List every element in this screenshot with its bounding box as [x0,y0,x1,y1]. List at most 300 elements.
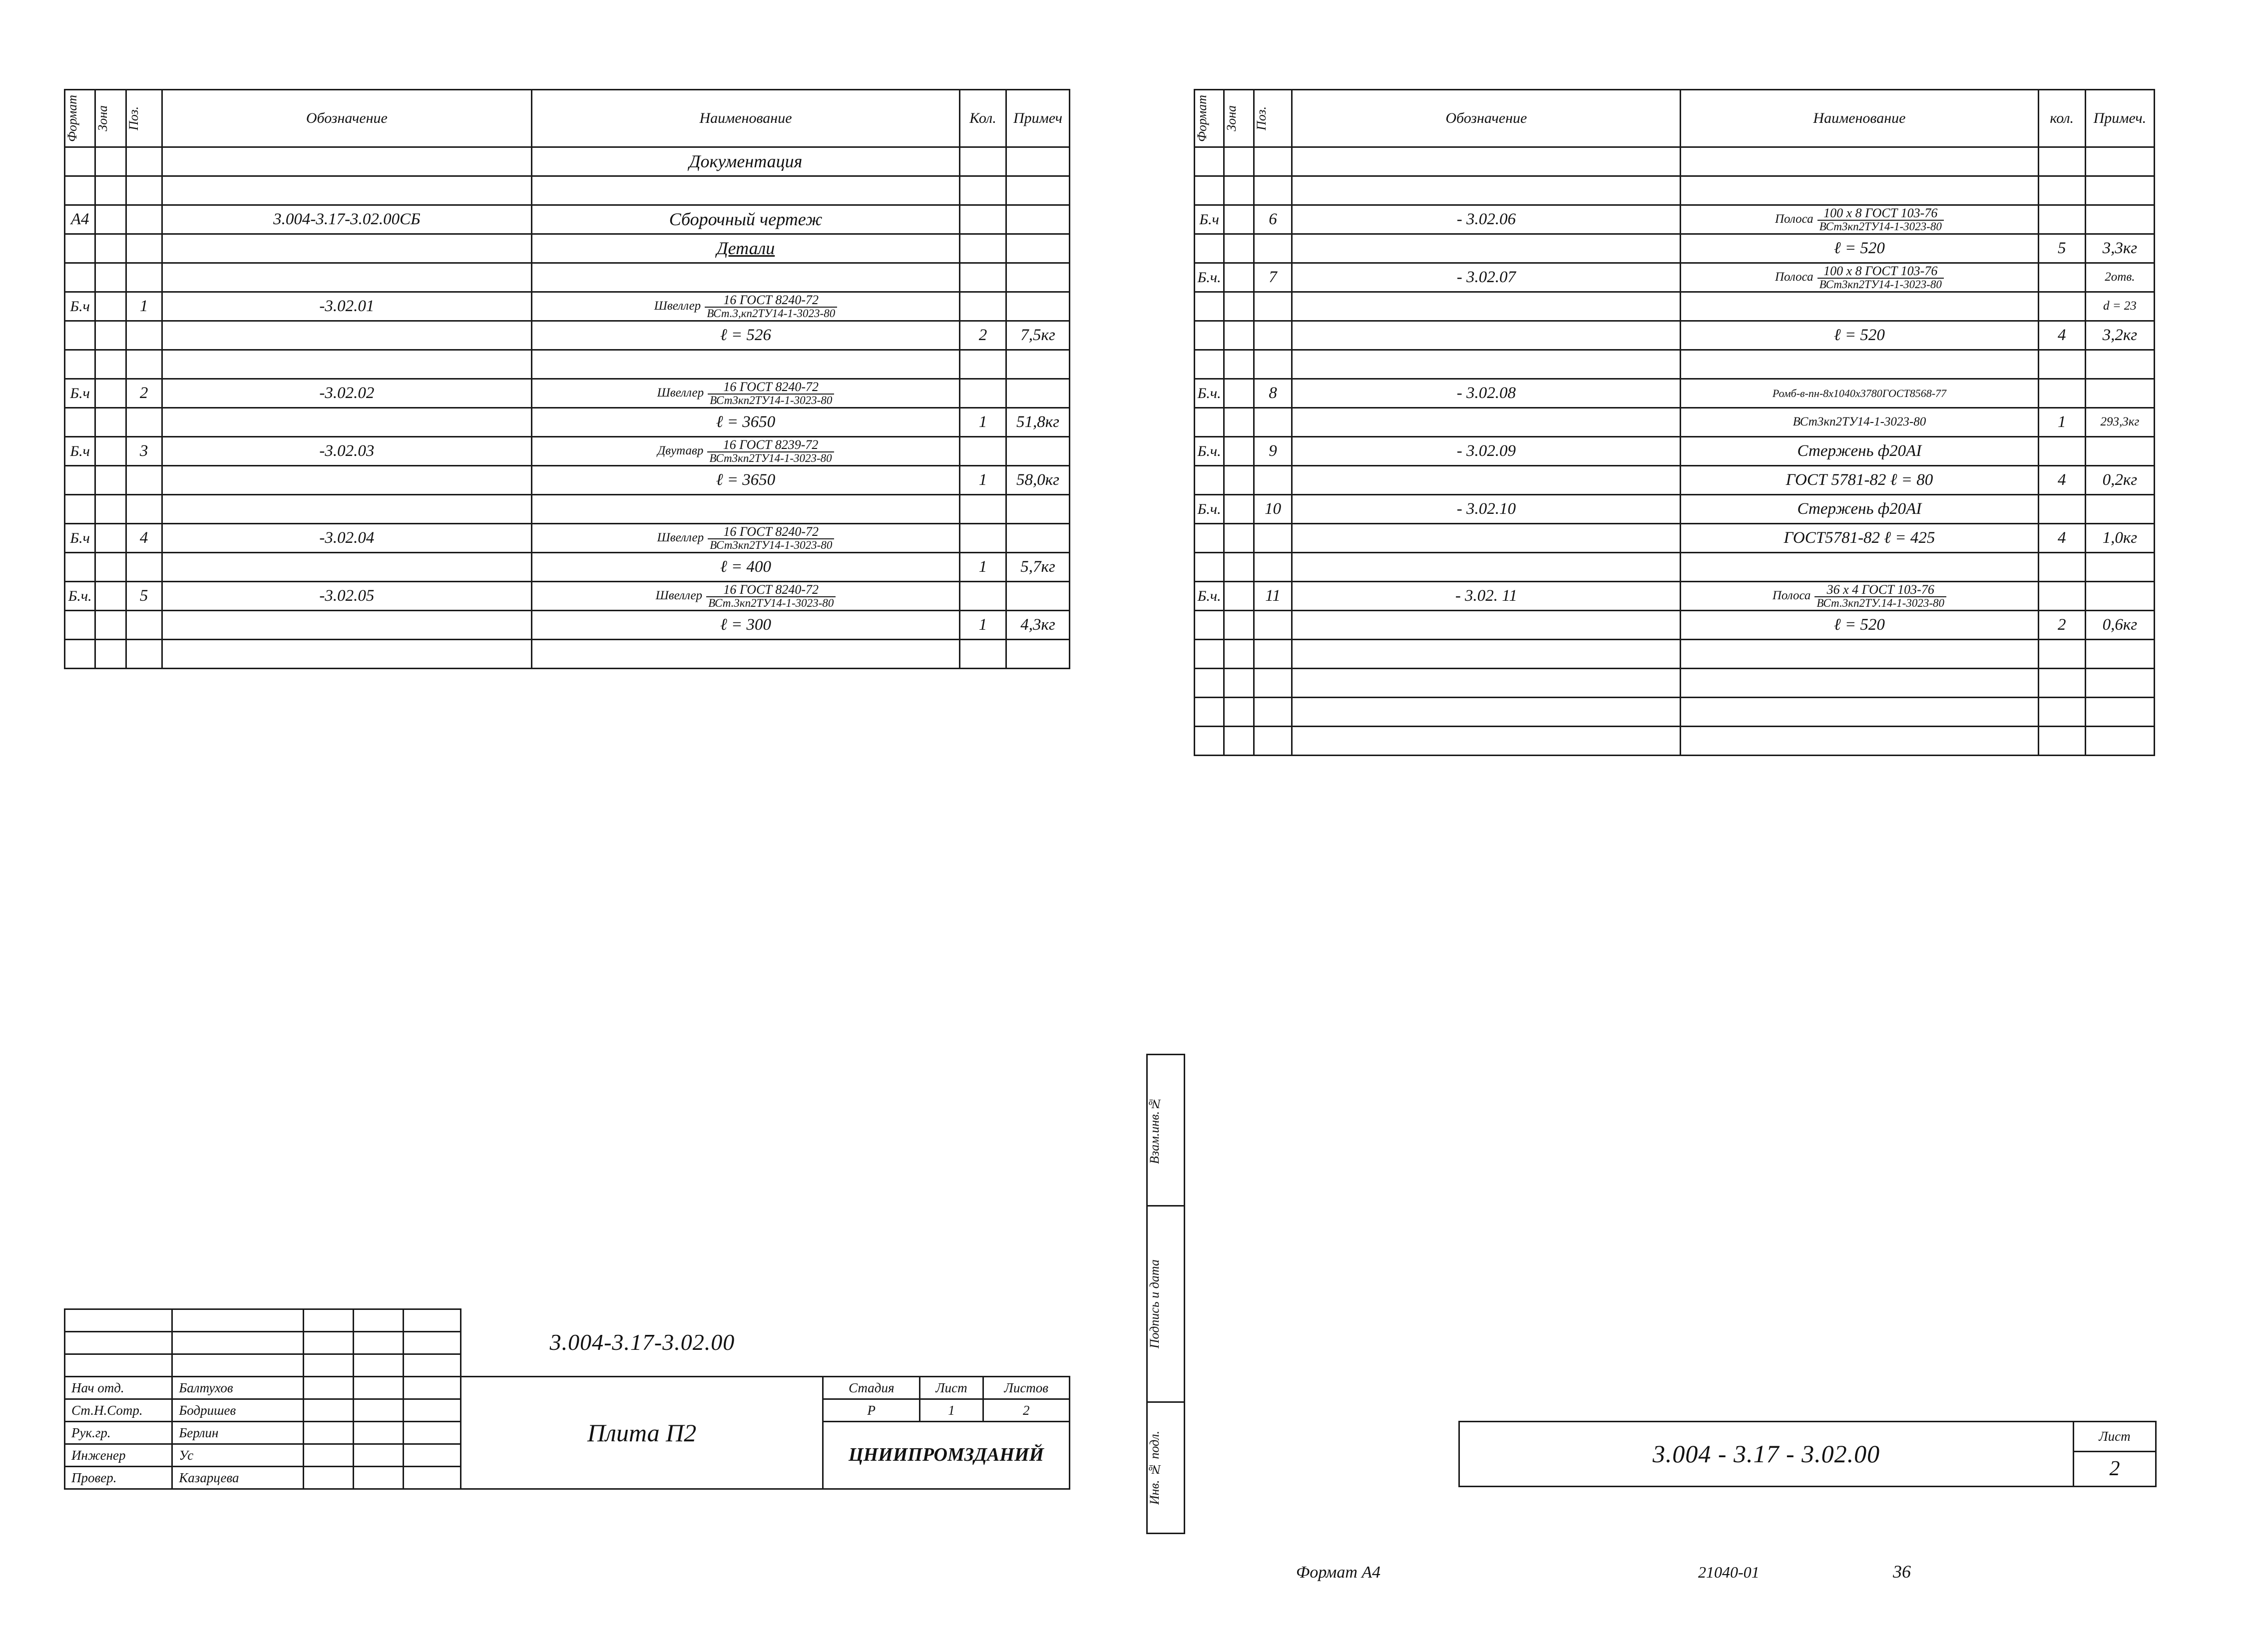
cell-format [65,321,95,350]
cell-note [2085,437,2154,466]
cell-pos: 9 [1254,437,1292,466]
drawing-code-note: 21040-01 [1698,1563,1760,1581]
cell-qty [2038,379,2085,408]
cell-name [1681,205,2038,234]
cell-designation [162,640,531,669]
cell-pos: 5 [126,582,162,611]
tb-blank [983,1309,1069,1377]
cell-zone [1224,727,1254,756]
cell-zone [95,437,126,466]
cell-zone [95,408,126,437]
cell-designation [1292,321,1681,350]
cell-format [1195,553,1224,582]
tb-name: Бодришев [172,1399,304,1422]
tb-name: Берлин [172,1422,304,1444]
table-row [65,234,1070,263]
cell-zone [1224,611,1254,640]
cell-qty [959,176,1006,205]
cell-pos [1254,524,1292,553]
cell-qty [2038,176,2085,205]
cell-note: 4,3кг [1006,611,1070,640]
cell-format: Б.ч. [1195,437,1224,466]
tb-code-area [461,1309,823,1377]
cell-format [65,350,95,379]
right-specification-table [1194,89,2155,756]
tb-blank [304,1377,354,1399]
cell-note [2085,669,2154,698]
cell-designation [162,553,531,582]
right-tb-code: 3.004 - 3.17 - 3.02.00 [1459,1422,2074,1487]
cell-zone [1224,640,1254,669]
tb-blank [353,1309,403,1332]
material-label: Швеллер [657,386,704,400]
cell-format [65,263,95,292]
tb-blank [920,1309,983,1377]
tb-stage-label: Стадия [823,1377,920,1399]
table-row [1195,263,2155,292]
cell-qty: 1 [959,553,1006,582]
tb-blank [172,1309,304,1332]
cell-note [2085,350,2154,379]
material-spec: $\frac{\text{100 x 8 ГОСТ 103-76}}{\text{ВСт3кп2ТУ14-1-3023-80}}$ [1817,265,1944,290]
cell-note [1006,495,1070,524]
cell-note: 1,0кг [2085,524,2154,553]
cell-name: Стержень ф20АI [1681,437,2038,466]
tb-name: Ус [172,1444,304,1467]
cell-qty [959,205,1006,234]
cell-zone [95,524,126,553]
cell-qty: 4 [2038,466,2085,495]
cell-zone [1224,176,1254,205]
cell-designation [1292,292,1681,321]
cell-zone [1224,466,1254,495]
cell-pos [1254,292,1292,321]
material-spec: $\frac{\text{100 x 8 ГОСТ 103-76}}{\text{ВСт3кп2ТУ14-1-3023-80}}$ [1817,207,1944,232]
cell-designation [1292,524,1681,553]
tb-blank [353,1399,403,1422]
cell-zone [1224,408,1254,437]
cell-note [2085,147,2154,176]
cell-format [65,466,95,495]
cell-format [1195,408,1224,437]
cell-name [532,437,960,466]
cell-pos [126,611,162,640]
cell-qty [2038,147,2085,176]
cell-note [1006,292,1070,321]
cell-pos [126,495,162,524]
cell-format [1195,698,1224,727]
tb-name: Балтухов [172,1377,304,1399]
sidebar-podpis-data: Подпись и дата [1147,1206,1185,1402]
cell-designation: - 3.02.10 [1292,495,1681,524]
cell-pos: 7 [1254,263,1292,292]
cell-qty [959,147,1006,176]
tb-blank [353,1332,403,1354]
right-sidebar-labels [1146,1054,1185,1534]
cell-zone [95,466,126,495]
cell-name: ℓ = 300 [532,611,960,640]
cell-zone [1224,495,1254,524]
table-row [1195,553,2155,582]
cell-name: ℓ = 520 [1681,321,2038,350]
cell-qty: 2 [959,321,1006,350]
cell-zone [1224,234,1254,263]
cell-qty [2038,292,2085,321]
cell-qty [959,640,1006,669]
cell-name: ВСт3кп2ТУ14-1-3023-80 [1681,408,2038,437]
cell-pos [1254,466,1292,495]
cell-zone [1224,205,1254,234]
cell-zone [95,350,126,379]
table-row [65,350,1070,379]
cell-pos: 6 [1254,205,1292,234]
tb-blank [403,1467,461,1489]
cell-note [2085,727,2154,756]
cell-note [1006,437,1070,466]
cell-format [65,234,95,263]
cell-note [1006,524,1070,553]
tb-blank [304,1354,354,1377]
cell-name [532,350,960,379]
cell-note [1006,147,1070,176]
tb-role: Провер. [65,1467,172,1489]
cell-note [2085,379,2154,408]
cell-pos [1254,147,1292,176]
cell-pos [126,466,162,495]
cell-note: 58,0кг [1006,466,1070,495]
cell-designation [162,408,531,437]
tb-organization: ЦНИИПРОМЗДАНИЙ [823,1422,1070,1489]
table-row [1195,205,2155,234]
cell-note: 51,8кг [1006,408,1070,437]
cell-qty [2038,669,2085,698]
cell-format [1195,147,1224,176]
col-note: Примеч. [2085,90,2154,147]
col-pos: Поз. [126,90,162,147]
cell-name [1681,553,2038,582]
table-row [1195,524,2155,553]
cell-name [1681,263,2038,292]
tb-blank [172,1354,304,1377]
table-row [65,553,1070,582]
cell-zone [95,640,126,669]
cell-qty [2038,495,2085,524]
right-tb-sheet-value: 2 [2074,1452,2156,1487]
material-label: Полоса [1775,270,1813,284]
table-row [1195,640,2155,669]
table-row [65,379,1070,408]
cell-format [1195,321,1224,350]
cell-qty [2038,263,2085,292]
tb-role: Рук.гр. [65,1422,172,1444]
col-designation: Обозначение [1292,90,1681,147]
cell-designation: - 3.02.07 [1292,263,1681,292]
right-tb-sheet-label: Лист [2074,1422,2156,1452]
cell-designation [1292,669,1681,698]
cell-zone [95,176,126,205]
cell-format [1195,669,1224,698]
cell-format [65,553,95,582]
cell-zone [1224,553,1254,582]
cell-name [532,582,960,611]
cell-designation: 3.004-3.17-3.02.00СБ [162,205,531,234]
cell-designation [1292,350,1681,379]
cell-zone [1224,437,1254,466]
cell-designation: - 3.02. 11 [1292,582,1681,611]
cell-note [1006,263,1070,292]
cell-note: 3,3кг [2085,234,2154,263]
tb-blank [304,1422,354,1444]
cell-qty [2038,640,2085,669]
cell-designation [1292,698,1681,727]
tb-blank [353,1444,403,1467]
table-row [65,147,1070,176]
cell-pos [126,176,162,205]
tb-blank [172,1332,304,1354]
document-title: Плита П2 [587,1418,697,1447]
cell-zone [1224,669,1254,698]
tb-blank [403,1309,461,1332]
cell-zone [1224,379,1254,408]
cell-qty [959,379,1006,408]
cell-qty: 4 [2038,524,2085,553]
material-spec: $\frac{\text{36 x 4 ГОСТ 103-76}}{\text{ВСт.3кп2ТУ.14-1-3023-80}}$ [1814,583,1946,609]
cell-qty [2038,727,2085,756]
cell-qty [959,350,1006,379]
cell-qty [959,263,1006,292]
cell-designation [162,350,531,379]
table-row [1195,437,2155,466]
col-name: Наименование [532,90,960,147]
cell-name [1681,698,2038,727]
table-row [65,321,1070,350]
cell-qty: 2 [2038,611,2085,640]
cell-designation: -3.02.04 [162,524,531,553]
tb-name: Казарцева [172,1467,304,1489]
col-zone: Зона [1224,90,1254,147]
table-row [1195,321,2155,350]
cell-format [65,640,95,669]
cell-note: 293,3кг [2085,408,2154,437]
cell-pos: 4 [126,524,162,553]
cell-pos [1254,321,1292,350]
cell-name [532,640,960,669]
cell-name: ℓ = 520 [1681,611,2038,640]
cell-note [1006,350,1070,379]
table-row [1195,611,2155,640]
table-header-row [1195,90,2155,147]
cell-name: ГОСТ 5781-82 ℓ = 80 [1681,466,2038,495]
page-number-note: 36 [1893,1562,1911,1582]
cell-note [2085,553,2154,582]
cell-designation: - 3.02.08 [1292,379,1681,408]
cell-designation [1292,553,1681,582]
cell-qty [959,495,1006,524]
cell-format [65,611,95,640]
cell-pos [1254,611,1292,640]
cell-zone [95,495,126,524]
cell-name: ℓ = 400 [532,553,960,582]
cell-note [1006,582,1070,611]
tb-blank [304,1309,354,1332]
cell-format: Б.ч [65,437,95,466]
cell-pos [1254,640,1292,669]
cell-zone [95,205,126,234]
cell-note: 5,7кг [1006,553,1070,582]
cell-format [1195,611,1224,640]
material-spec: $\frac{\text{16 ГОСТ 8240-72}}{\text{ВСт.3,кп2ТУ14-1-3023-80}}$ [705,294,837,319]
material-spec: $\frac{\text{16 ГОСТ 8240-72}}{\text{ВСт3кп2ТУ14-1-3023-80}}$ [708,381,834,406]
cell-zone [95,263,126,292]
cell-name [1681,640,2038,669]
material-spec: $\frac{\text{16 ГОСТ 8239-72}}{\text{ВСт3кп2ТУ14-1-3023-80}}$ [707,438,834,464]
tb-blank [304,1444,354,1467]
cell-qty [959,582,1006,611]
cell-name [532,176,960,205]
tb-title-area [461,1377,823,1489]
cell-format: Б.ч [65,379,95,408]
tb-blank [353,1354,403,1377]
cell-qty: 5 [2038,234,2085,263]
cell-name [532,292,960,321]
cell-designation [1292,176,1681,205]
cell-qty [2038,582,2085,611]
cell-format: Б.ч. [1195,582,1224,611]
cell-pos [126,408,162,437]
cell-designation [1292,408,1681,437]
cell-zone [1224,524,1254,553]
cell-designation [162,263,531,292]
cell-pos [1254,553,1292,582]
cell-designation [1292,466,1681,495]
cell-pos [126,205,162,234]
cell-name: Сборочный чертеж [532,205,960,234]
tb-blank [403,1444,461,1467]
cell-qty: 1 [2038,408,2085,437]
cell-name: ℓ = 520 [1681,234,2038,263]
cell-note: 7,5кг [1006,321,1070,350]
cell-format: А4 [65,205,95,234]
cell-zone [95,379,126,408]
cell-name: Стержень ф20АI [1681,495,2038,524]
cell-designation: - 3.02.09 [1292,437,1681,466]
cell-designation [162,147,531,176]
cell-name: Ромб-в-пн-8x1040x3780ГОСТ8568-77 [1681,379,2038,408]
cell-qty [2038,205,2085,234]
cell-pos [1254,698,1292,727]
cell-format [65,408,95,437]
tb-blank [403,1422,461,1444]
cell-note [1006,234,1070,263]
cell-format: Б.ч [65,292,95,321]
cell-qty [2038,553,2085,582]
left-specification-table [64,89,1070,669]
table-row [1195,669,2155,698]
cell-format: Б.ч. [65,582,95,611]
cell-pos [126,321,162,350]
cell-note [2085,205,2154,234]
tb-role: Инженер [65,1444,172,1467]
tb-sheets-value: 2 [983,1399,1069,1422]
cell-name: Детали [532,234,960,263]
tb-blank [823,1309,920,1377]
cell-format: Б.ч [1195,205,1224,234]
cell-note [1006,640,1070,669]
col-note: Примеч [1006,90,1070,147]
cell-pos [1254,350,1292,379]
cell-designation: -3.02.03 [162,437,531,466]
cell-qty: 1 [959,466,1006,495]
cell-zone [1224,263,1254,292]
cell-zone [95,611,126,640]
table-row [65,582,1070,611]
cell-qty [959,524,1006,553]
cell-format: Б.ч. [1195,263,1224,292]
table-row [1195,292,2155,321]
cell-pos: 10 [1254,495,1292,524]
cell-designation [1292,234,1681,263]
cell-name [1681,669,2038,698]
cell-format [1195,727,1224,756]
cell-qty [959,437,1006,466]
cell-designation [1292,147,1681,176]
cell-note [2085,640,2154,669]
cell-designation: - 3.02.06 [1292,205,1681,234]
cell-format [65,147,95,176]
cell-zone [1224,582,1254,611]
cell-name: ℓ = 3650 [532,408,960,437]
tb-role: Ст.Н.Сотр. [65,1399,172,1422]
cell-pos [1254,408,1292,437]
cell-name [532,495,960,524]
cell-zone [95,147,126,176]
sidebar-inv-podl: Инв. № подл. [1147,1402,1185,1534]
document-code: 3.004-3.17-3.02.00 [549,1329,735,1355]
table-row [1195,727,2155,756]
cell-qty: 1 [959,408,1006,437]
cell-designation [1292,640,1681,669]
cell-zone [1224,350,1254,379]
cell-pos: 8 [1254,379,1292,408]
cell-pos: 3 [126,437,162,466]
cell-qty [959,234,1006,263]
cell-qty [2038,437,2085,466]
cell-name [532,379,960,408]
table-row [1195,495,2155,524]
cell-zone [95,582,126,611]
cell-name: ℓ = 526 [532,321,960,350]
table-row [65,611,1070,640]
cell-note [1006,379,1070,408]
cell-note: 0,6кг [2085,611,2154,640]
cell-qty: 4 [2038,321,2085,350]
cell-zone [95,292,126,321]
col-designation: Обозначение [162,90,531,147]
cell-format [1195,234,1224,263]
col-pos: Поз. [1254,90,1292,147]
cell-name [1681,727,2038,756]
cell-pos [1254,727,1292,756]
table-header-row [65,90,1070,147]
tb-blank [65,1332,172,1354]
cell-note [1006,176,1070,205]
cell-name [1681,176,2038,205]
material-spec: $\frac{\text{16 ГОСТ 8240-72}}{\text{ВСт.3кп2ТУ14-1-3023-80}}$ [706,583,836,609]
right-title-block [1458,1421,2157,1487]
tb-sheets-label: Листов [983,1377,1069,1399]
title-block [64,1308,1070,1490]
cell-name [1681,292,2038,321]
